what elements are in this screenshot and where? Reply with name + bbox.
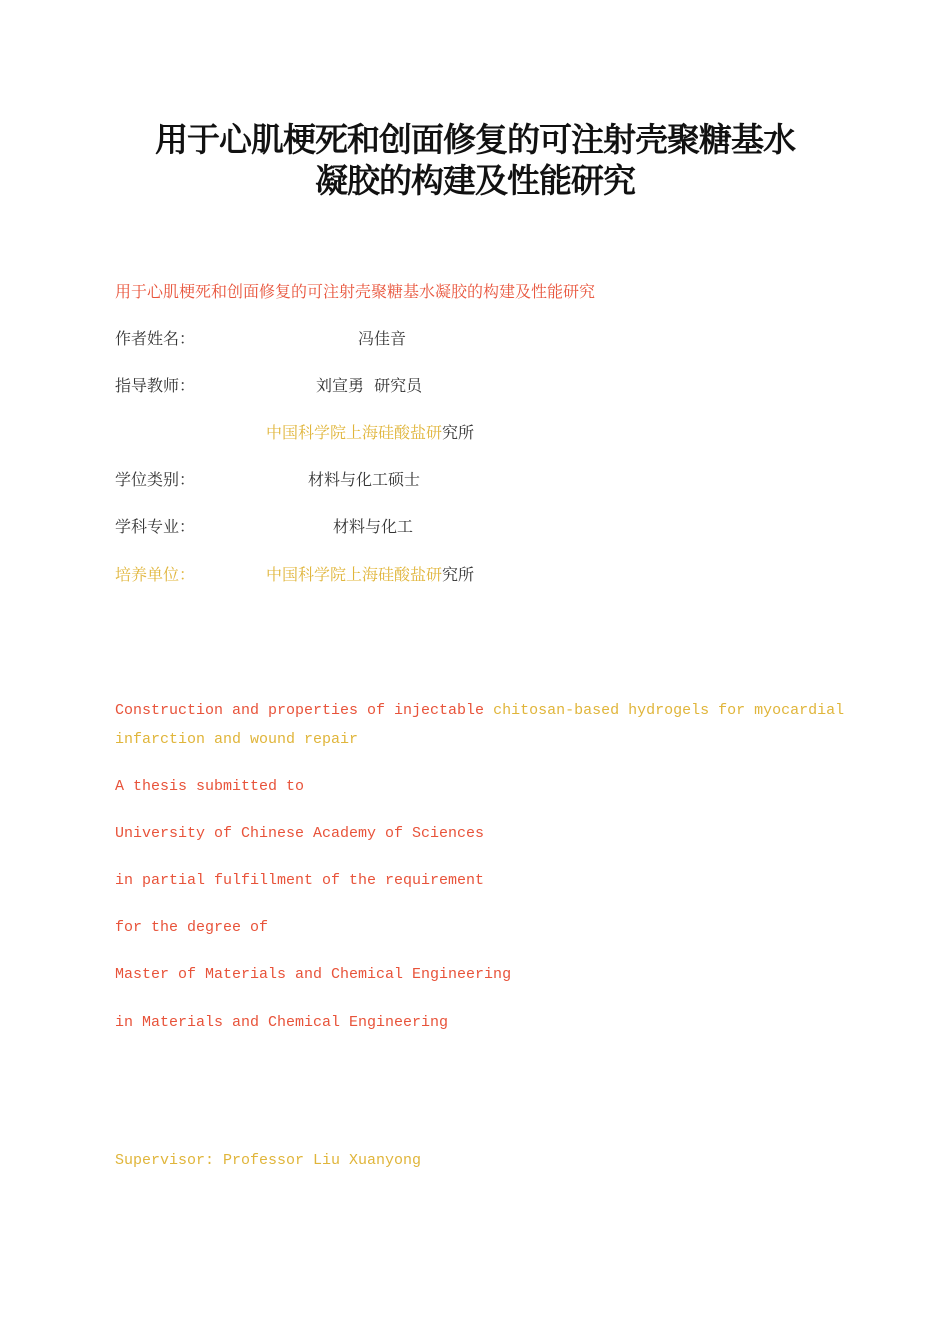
university-name: University of Chinese Academy of Sciences bbox=[115, 825, 485, 842]
chinese-subtitle: 用于心肌梗死和创面修复的可注射壳聚糖基水凝胶的构建及性能研究 bbox=[115, 282, 596, 301]
advisor-name: 刘宣勇 研究员 bbox=[316, 376, 423, 395]
advisor-label: 指导教师： bbox=[115, 376, 196, 395]
thesis-title-line-2: 凝胶的构建及性能研究 bbox=[315, 161, 635, 200]
advisor-institution-part2: 究所 bbox=[442, 423, 475, 442]
english-field: in Materials and Chemical Engineering bbox=[115, 1014, 449, 1031]
english-supervisor: Supervisor: Professor Liu Xuanyong bbox=[115, 1152, 422, 1169]
degree-label: 学位类别： bbox=[115, 470, 196, 489]
english-title-part2: chitosan-based hydrogels for myocardial bbox=[493, 702, 845, 719]
english-title-part1: Construction and properties of injectable bbox=[115, 702, 485, 719]
thesis-submitted-to: A thesis submitted to bbox=[115, 778, 305, 795]
english-degree: Master of Materials and Chemical Engineering bbox=[115, 966, 512, 983]
unit-label: 培养单位： bbox=[115, 565, 196, 584]
english-title-line-2: infarction and wound repair bbox=[115, 731, 359, 748]
advisor-institution-part1: 中国科学院上海硅酸盐研 bbox=[266, 423, 443, 442]
unit-value-part1: 中国科学院上海硅酸盐研 bbox=[266, 565, 443, 584]
advisor-institution bbox=[266, 420, 474, 443]
thesis-title-line-1: 用于心肌梗死和创面修复的可注射壳聚糖基水 bbox=[155, 120, 795, 159]
unit-value-part2: 究所 bbox=[442, 565, 475, 584]
author-name: 冯佳音 bbox=[358, 329, 407, 348]
fulfillment-text: in partial fulfillment of the requirement bbox=[115, 872, 485, 889]
major-label: 学科专业： bbox=[115, 517, 196, 536]
author-label: 作者姓名： bbox=[115, 329, 196, 348]
degree-value: 材料与化工硕士 bbox=[308, 470, 421, 489]
degree-of-text: for the degree of bbox=[115, 919, 269, 936]
major-value: 材料与化工 bbox=[333, 517, 414, 536]
unit-value bbox=[266, 562, 474, 585]
english-title-line-1 bbox=[115, 702, 844, 719]
